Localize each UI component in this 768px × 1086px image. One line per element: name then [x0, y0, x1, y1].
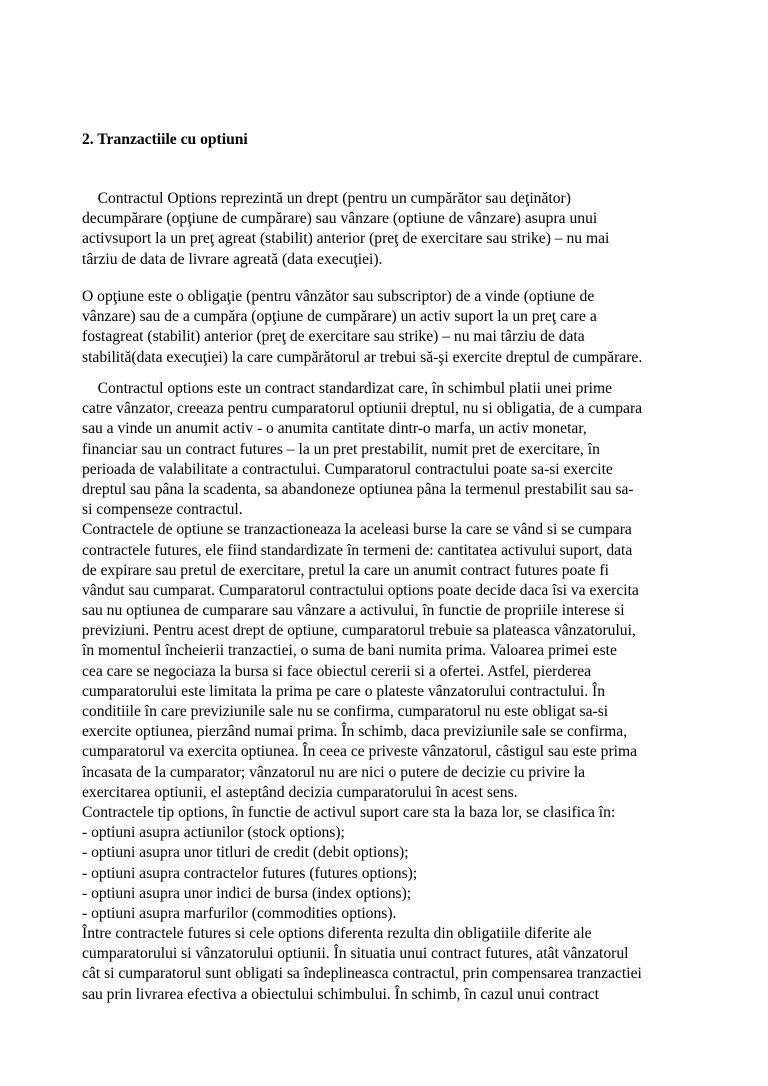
text-line: si compenseze contractul.: [82, 501, 243, 519]
text-line: - optiuni asupra actiunilor (stock options);: [82, 824, 345, 842]
text-line: sau prin livrarea efectiva a obiectului schimbului. În schimb, în cazul unui contract: [82, 985, 600, 1003]
text-line: de expirare sau pretul de exercitare, pretul la care un anumit contract futures poate fi: [82, 561, 609, 579]
text-line: - optiuni asupra unor indici de bursa (index options);: [82, 884, 412, 902]
text-line: catre vânzator, creeaza pentru cumparatorul optiunii dreptul, nu si obligatia, de a cumpara: [82, 400, 643, 418]
section-heading: 2. Tranzactiile cu optiuni: [82, 131, 248, 148]
text-line: Contractele de optiune se tranzactioneaza la aceleasi burse la care se vând si se cumpara: [82, 521, 632, 539]
text-line: - optiuni asupra contractelor futures (futures options);: [82, 864, 418, 882]
text-line: Contractele tip options, în functie de activul suport care sta la baza lor, se clasifica în:: [82, 803, 616, 821]
text-line: cumparatorului si vânzatorului optiunii. În situatia unui contract futures, atât vânzatorul: [82, 945, 629, 963]
text-line: decumpărare (opţiune de cumpărare) sau vânzare (optiune de vânzare) asupra unui: [82, 210, 598, 228]
text-line: vândut sau cumparat. Cumparatorul contractului options poate decide daca îsi va exercita: [82, 581, 639, 599]
text-line: fostagreat (stabilit) anterior (preţ de exercitare sau strike) – nu mai târziu de data: [82, 328, 585, 346]
text-line: Între contractele futures si cele options diferenta rezulta din obligatiile diferite ale: [82, 925, 592, 943]
text-line: cumparatorul va exercita optiunea. În ceea ce priveste vânzatorul, câstigul sau este prima: [82, 743, 638, 761]
text-line: sau a vinde un anumit activ - o anumita cantitate dintr-o marfa, un activ monetar,: [82, 420, 587, 438]
text-line: Contractul Options reprezintă un drept (pentru un cumpărător sau deţinător): [82, 190, 571, 207]
text-line: activsuport la un preţ agreat (stabilit) anterior (preţ de exercitare sau strike) – nu mai: [82, 230, 610, 248]
text-line: încasata de la cumparator; vânzatorul nu are nici o putere de decizie cu privire la: [82, 763, 586, 781]
text-line: dreptul sau pâna la scadenta, sa abandoneze optiunea pâna la termenul prestabilit sau sa-: [82, 480, 634, 498]
text-line: previziuni. Pentru acest drept de optiune, cumparatorul trebuie sa plateasca vânzatorului,: [82, 622, 636, 640]
text-line: cumparatorului este limitata la prima pe care o plateste vânzatorului contractului. În: [82, 682, 606, 700]
text-line: stabilită(data execuţiei) la care cumpărătorul ar trebui să-şi exercite dreptul de cumpărare.: [82, 348, 643, 366]
paragraph-options-definition: [82, 189, 702, 270]
text-line: sau nu optiunea de cumparare sau vânzare a activului, în functie de propriile interese si: [82, 602, 625, 620]
text-line: financiar sau un contract futures – la un pret prestabilit, numit pret de exercitare, în: [82, 440, 600, 458]
text-line: cât si cumparatorul sunt obligati sa îndeplineasca contractul, prin compensarea tranzactiei: [82, 965, 642, 983]
text-line: târziu de data de livrare agreată (data execuţiei).: [82, 250, 383, 268]
text-line: perioada de valabilitate a contractului. Cumparatorul contractului poate sa-si exercite: [82, 460, 613, 478]
text-line: O opţiune este o obligaţie (pentru vânzător sau subscriptor) de a vinde (optiune de: [82, 288, 595, 305]
paragraph-obligation: [82, 287, 702, 368]
text-line: contractele futures, ele fiind standardizate în termeni de: cantitatea activului suport, data: [82, 541, 633, 559]
text-line: exercitarea optiunii, el asteptând decizia cumparatorului în acest sens.: [82, 783, 518, 801]
text-line: conditiile în care previziunile sale nu se confirma, cumparatorul nu este obligat sa-si: [82, 703, 609, 720]
text-line: - optiuni asupra unor titluri de credit (debit options);: [82, 844, 409, 862]
text-line: cea care se negociaza la bursa si face obiectul cererii si a ofertei. Astfel, pierderea: [82, 662, 592, 680]
text-line: - optiuni asupra marfurilor (commodities options).: [82, 904, 397, 922]
text-line: Contractul options este un contract standardizat care, în schimbul platii unei prime: [82, 380, 613, 397]
text-line: în momentul încheierii tranzactiei, o suma de bani numita prima. Valoarea primei este: [82, 642, 617, 660]
text-line: vânzare) sau de a cumpăra (opţiune de cumpărare) un activ suport la un preţ care a: [82, 308, 597, 326]
paragraph-options-contract: [82, 379, 702, 1005]
text-line: exercite optiunea, pierzând numai prima. În schimb, daca previziunile sale se confirma,: [82, 723, 628, 741]
